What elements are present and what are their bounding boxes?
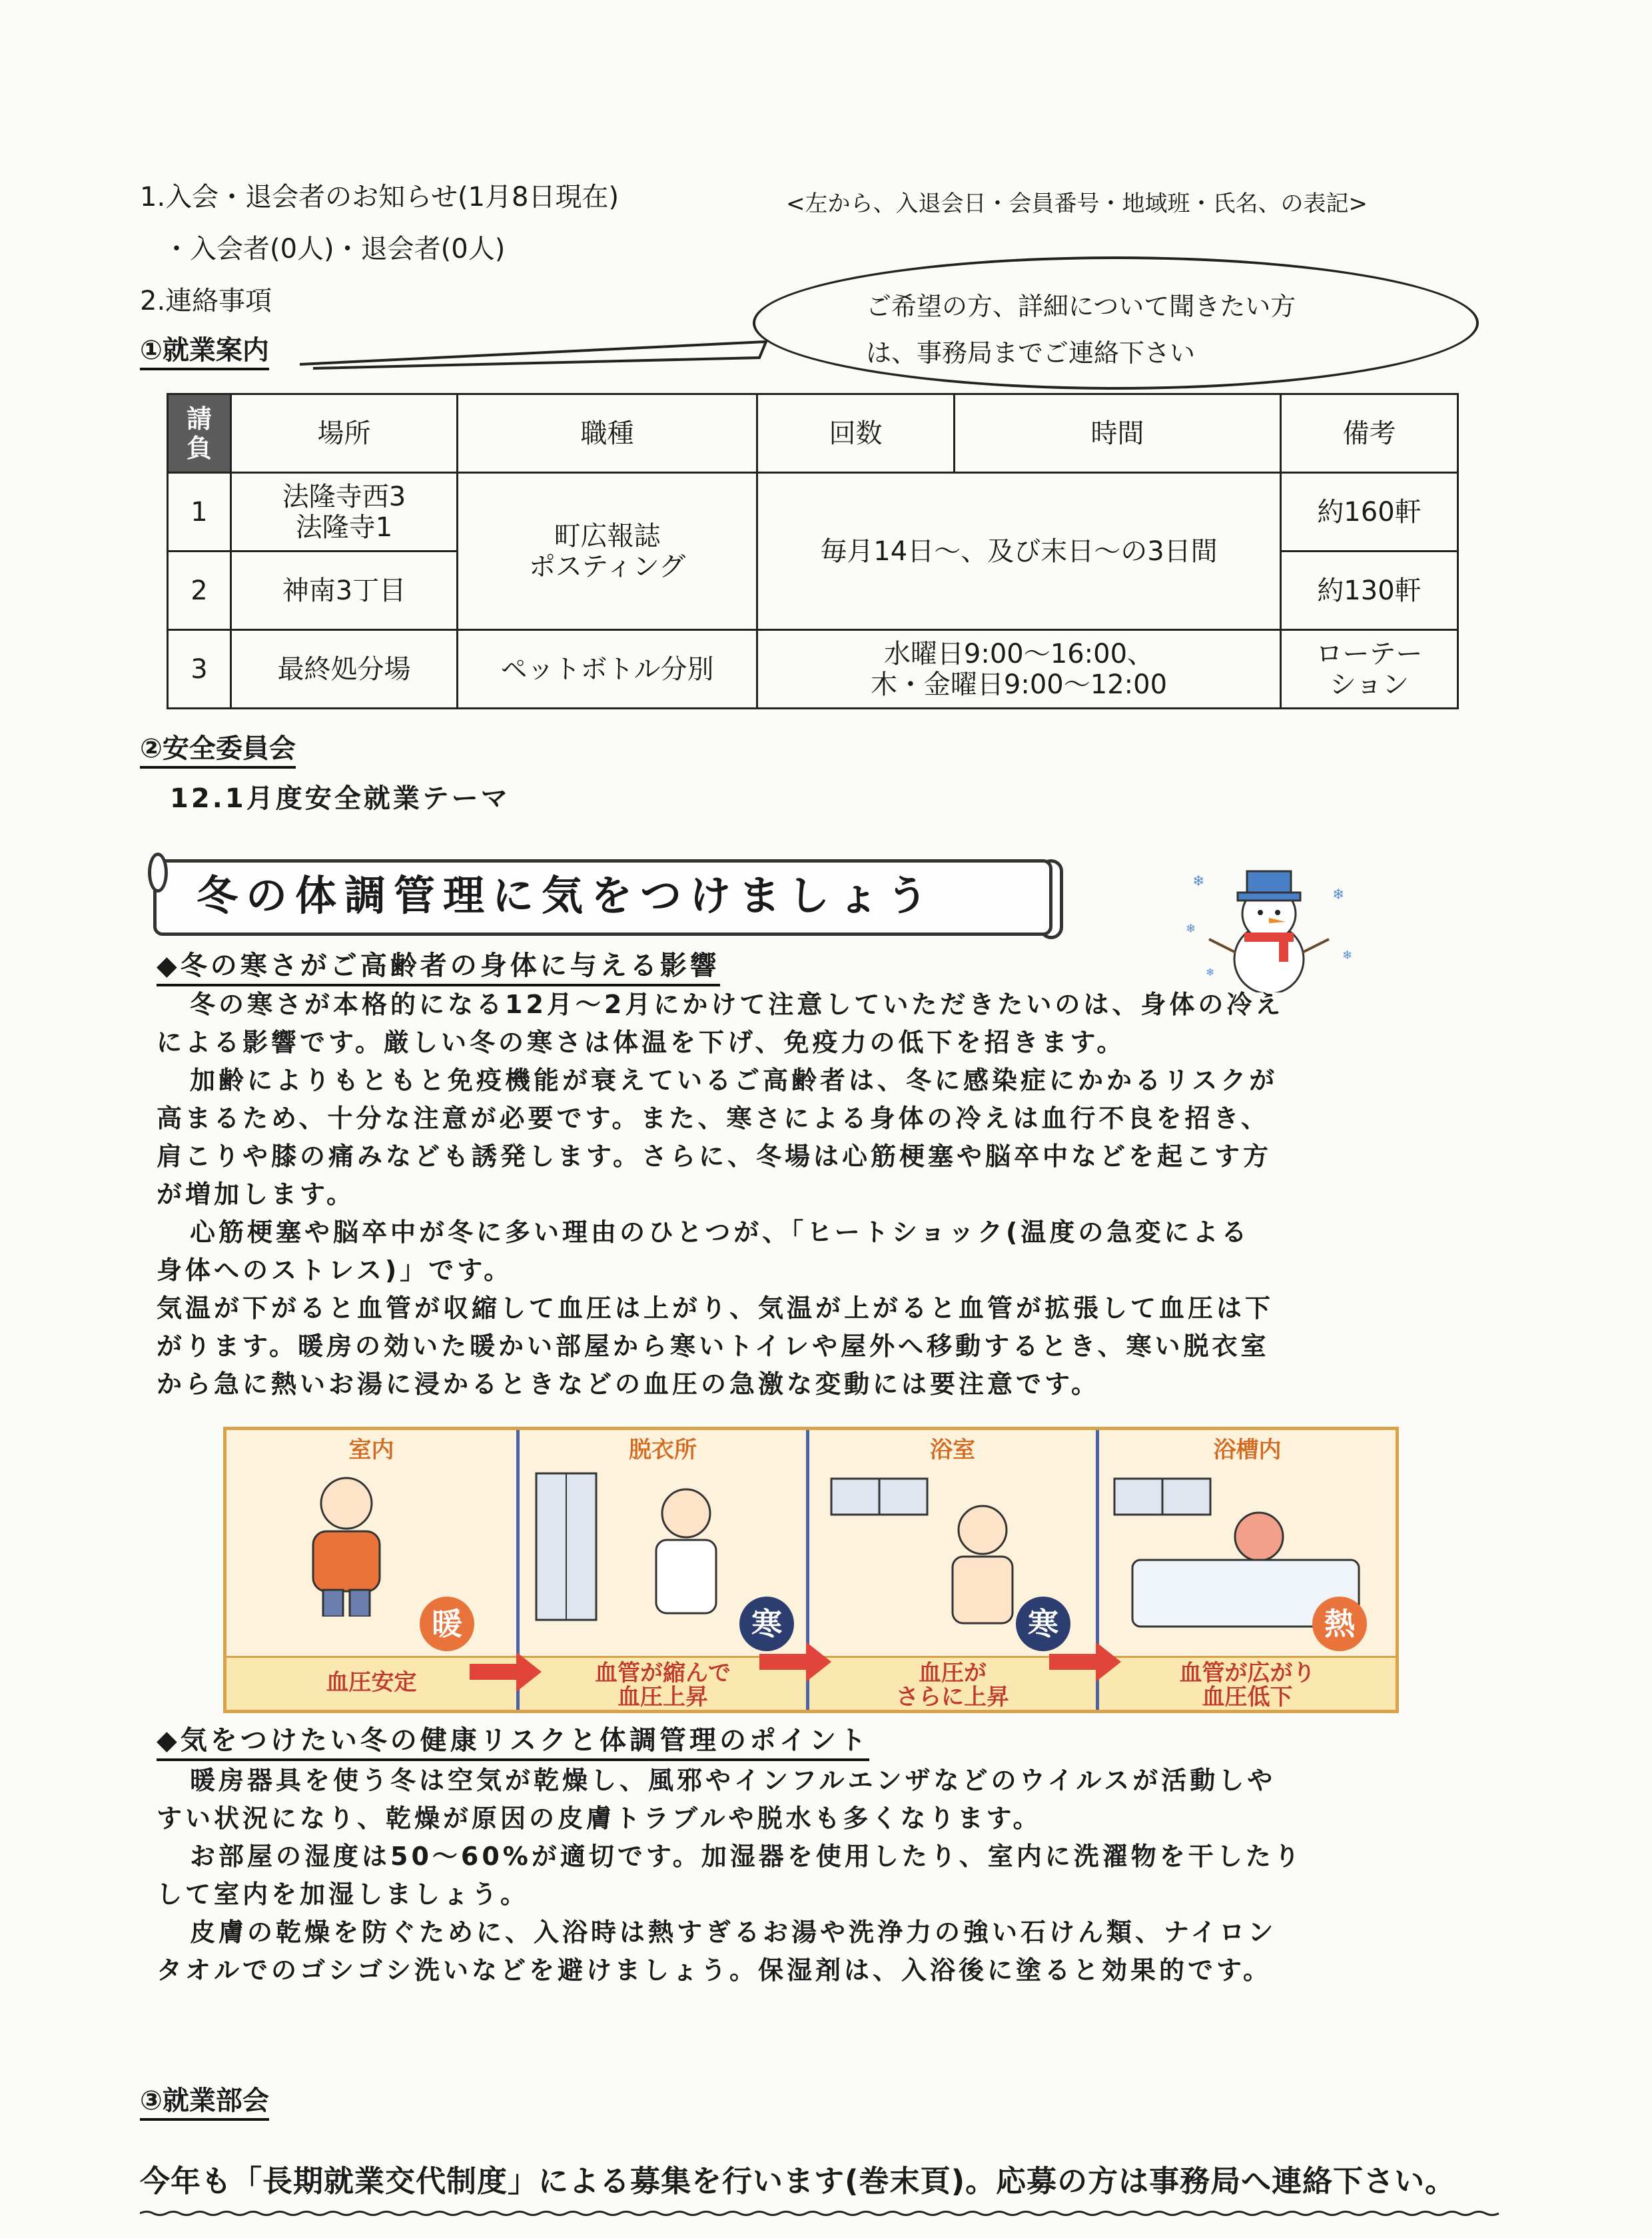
notice-note: <左から、入退会日・会員番号・地域班・氏名、の表記> — [786, 190, 1368, 217]
safety-theme: 12.1月度安全就業テーマ — [170, 783, 510, 814]
arrow-right-icon — [759, 1642, 833, 1682]
panel-dressing-room: 脱衣所 寒 血管が縮んで 血圧上昇 — [520, 1430, 809, 1710]
snowman-arm-left — [1209, 939, 1236, 952]
wavy-underline — [140, 2210, 1505, 2217]
row-schedule-shared: 毎月14日〜、及び末日〜の3日間 — [757, 473, 1281, 630]
table-header-row — [168, 394, 1458, 473]
snowflake-icon: ❄ — [1342, 948, 1353, 962]
window-icon — [829, 1477, 929, 1517]
row-place: 神南3丁目 — [231, 552, 458, 630]
section2-body: 暖房器具を使う冬は空気が乾燥し、風邪やインフルエンザなどのウイルスが活動しや すい状況になり、乾燥が原因の皮膚トラブルや脱水も多くなります。 お部屋の湿度は50〜60%が適切です。加湿器を使用したり、室内に洗濯物を干したり して室内を加湿しましょう。 皮膚の乾燥を防ぐために、入浴時は熱すぎるお湯や洗浄力の強い石けん類、ナイロン タオルでのゴシゴシ洗いなどを避けましょう。保湿剤は、入浴後に塗ると効果的です。 — [157, 1766, 1303, 1985]
snowman-scarf-tail — [1279, 938, 1288, 962]
badge-cold: 寒 — [739, 1597, 794, 1651]
arrow-right-icon — [1049, 1642, 1122, 1682]
row-place: 法隆寺西3 法隆寺1 — [231, 473, 458, 552]
bubble-line-1: ご希望の方、詳細について聞きたい方 — [866, 292, 1296, 321]
row-number: 3 — [168, 630, 231, 709]
section1-heading: ◆冬の寒さがご高齢者の身体に与える影響 — [157, 949, 720, 986]
header-type: 職種 — [458, 394, 757, 473]
badge-cold: 寒 — [1016, 1597, 1070, 1651]
job-table — [167, 393, 1459, 709]
safety-heading: ②安全委員会 — [140, 733, 296, 769]
arrow-right-icon — [470, 1652, 543, 1692]
panel-caption: 血圧が — [919, 1660, 987, 1686]
row-type-shared: 町広報誌 ポスティング — [458, 473, 757, 630]
snowflake-icon: ❄ — [1192, 873, 1205, 890]
door-icon — [533, 1470, 600, 1623]
job-heading: ①就業案内 — [140, 334, 269, 370]
row-remarks: 約130軒 — [1281, 552, 1458, 630]
panel-caption: 血管が広がり — [1179, 1660, 1316, 1686]
panel-bathroom: 浴室 寒 血圧が さらに上昇 — [809, 1430, 1099, 1710]
header-place: 場所 — [231, 394, 458, 473]
notice-counts: ・入会者(0人)・退会者(0人) — [163, 234, 506, 264]
panel-room: 室内 暖 血圧安定 — [226, 1430, 520, 1710]
person-warm-icon — [280, 1470, 413, 1617]
badge-warm: 暖 — [420, 1597, 474, 1651]
snowflake-icon: ❄ — [1332, 887, 1345, 903]
banner-scroll-left — [148, 853, 168, 893]
badge-hot: 熱 — [1312, 1597, 1367, 1651]
header-times: 回数 — [757, 394, 955, 473]
bubble-pointer-line — [300, 342, 766, 368]
bubble-pointer — [300, 336, 779, 376]
notice-heading: 1.入会・退会者のお知らせ(1月8日現在) — [140, 182, 620, 212]
row-remarks: 約160軒 — [1281, 473, 1458, 552]
header-hours: 時間 — [955, 394, 1281, 473]
snowman-illustration — [1172, 859, 1366, 992]
bubble-line-2: は、事務局までご連絡下さい — [866, 338, 1196, 368]
work-heading: ③就業部会 — [140, 2085, 269, 2121]
panel-bathtub: 浴槽内 熱 血管が広がり 血圧低下 — [1099, 1430, 1396, 1710]
snowman-eye-left — [1258, 910, 1263, 915]
banner-text: 冬の体調管理に気をつけましょう — [197, 871, 937, 920]
header-uke: 請 負 — [168, 394, 231, 473]
row-number: 1 — [168, 473, 231, 552]
snowflake-icon: ❄ — [1206, 966, 1215, 978]
header-remarks: 備考 — [1281, 394, 1458, 473]
snowman-arm-right — [1302, 939, 1329, 952]
row-type: ペットボトル分別 — [458, 630, 757, 709]
section2-heading: ◆気をつけたい冬の健康リスクと体調管理のポイント — [157, 1724, 869, 1761]
table-row — [168, 630, 1458, 709]
row-place: 最終処分場 — [231, 630, 458, 709]
snowman-hat-brim — [1238, 893, 1300, 901]
table-row — [168, 473, 1458, 552]
row-remarks: ローテー ション — [1281, 630, 1458, 709]
snowflake-icon: ❄ — [1186, 922, 1196, 936]
row-hours: 水曜日9:00〜16:00、 木・金曜日9:00〜12:00 — [757, 630, 1281, 709]
panel-caption: 血圧安定 — [326, 1669, 417, 1696]
work-notice: 今年も「長期就業交代制度」による募集を行います(巻末頁)。応募の方は事務局へ連絡下さい。 — [140, 2163, 1456, 2199]
contact-heading: 2.連絡事項 — [140, 286, 272, 316]
row-number: 2 — [168, 552, 231, 630]
person-shivering-icon — [626, 1477, 746, 1623]
snowman-eye-right — [1275, 910, 1280, 915]
bubble-text — [866, 283, 1296, 376]
panel-caption: 血管が縮んで — [595, 1660, 731, 1686]
section1-body: 冬の寒さが本格的になる12月〜2月にかけて注意していただきたいのは、身体の冷え による影響です。厳しい冬の寒さは体温を下げ、免疫力の低下を招きます。 加齢によりもともと免疫機能が衰えているご高齢者は、冬に感染症にかかるリスクが 高まるため、十分な注意が必要です。また、寒さによる身体の冷えは血行不良を招き、 肩こりや膝の痛みなども誘発します。さらに、冬場は心筋梗塞や脳卒中などを起こす方 が増加します。 心筋梗塞や脳卒中が冬に多い理由のひとつが、「ヒートショック(温度の急変による 身体へのストレス)」です。 気温が下がると血管が収縮して血圧は上がり、気温が上がると血管が拡張して血圧は下 がります。暖房の効いた暖かい部屋から寒いトイレや屋外へ移動するとき、寒い脱衣室 から急に熱いお湯に浸かるときなどの血圧の急激な変動には要注意です。 — [157, 990, 1284, 1399]
